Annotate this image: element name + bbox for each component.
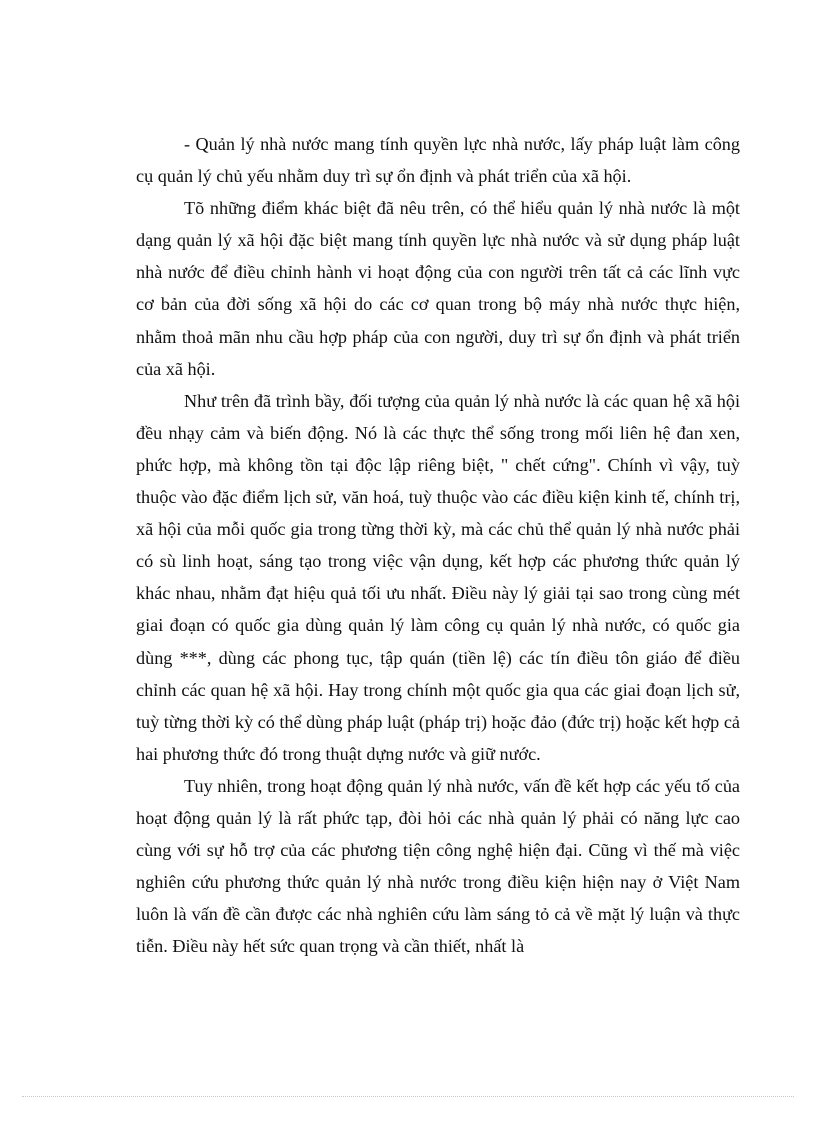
paragraph-4: Tuy nhiên, trong hoạt động quản lý nhà nước, vấn đề kết hợp các yếu tố của hoạt động quản lý là rất phức tạp, đòi hỏi các nhà quản lý phải có năng lực cao cùng với sự hỗ trợ của các phương tiện công nghệ hiện đại. Cũng vì thế mà việc nghiên cứu phương thức quản lý nhà nước trong điều kiện hiện nay ở Việt Nam luôn là vấn đề cần được các nhà nghiên cứu làm sáng tỏ cả về mặt lý luận và thực tiễn. Điều này hết sức quan trọng và cần thiết, nhất là xyxy=(136,775,740,957)
paragraph-3: Như trên đã trình bầy, đối tượng của quản lý nhà nước là các quan hệ xã hội đều nhạy cảm và biến động. Nó là các thực thể sống trong mối liên hệ đan xen, phức hợp, mà không tồn tại độc lập riêng biệt, " chết cứng". Chính vì vậy, tuỳ thuộc vào đặc điểm lịch sử, văn hoá, tuỳ thuộc vào các điều kiện kinh tế, chính trị, xã hội của mỗi quốc gia trong từng thời kỳ, mà các chủ thể quản lý nhà nước phải có sù linh hoạt, sáng tạo trong việc vận dụng, kết hợp các phương thức quản lý khác nhau, nhằm đạt hiệu quả tối ưu nhất. Điều này lý giải tại sao trong cùng mét giai đoạn có quốc gia dùng quản lý làm công cụ quản lý nhà nước, có quốc gia dùng ***, dùng các phong tục, tập quán (tiền lệ) các tín điều tôn giáo để điều chỉnh các quan hệ xã hội. Hay trong chính một quốc gia qua các giai đoạn lịch sử, tuỳ từng thời kỳ có thể dùng pháp luật (pháp trị) hoặc đảo (đức trị) hoặc kết hợp cả hai phương thức đó trong thuật dựng nước và giữ nước. xyxy=(136,390,740,764)
paragraph-1: - Quản lý nhà nước mang tính quyền lực nhà nước, lấy pháp luật làm công cụ quản lý chủ yếu nhằm duy trì sự ổn định và phát triển của xã hội. xyxy=(136,134,740,187)
paragraph-2: Tõ những điểm khác biệt đã nêu trên, có thể hiểu quản lý nhà nước là một dạng quản lý xã hội đặc biệt mang tính quyền lực nhà nước và sử dụng pháp luật nhà nước để điều chỉnh hành vi hoạt động của con người trên tất cả các lĩnh vực cơ bản của đời sống xã hội do các cơ quan trong bộ máy nhà nước thực hiện, nhằm thoả mãn nhu cầu hợp pháp của con người, duy trì sự ổn định và phát triển của xã hội. xyxy=(136,198,740,379)
document-body xyxy=(136,128,740,962)
page-bottom-divider xyxy=(22,1096,794,1097)
